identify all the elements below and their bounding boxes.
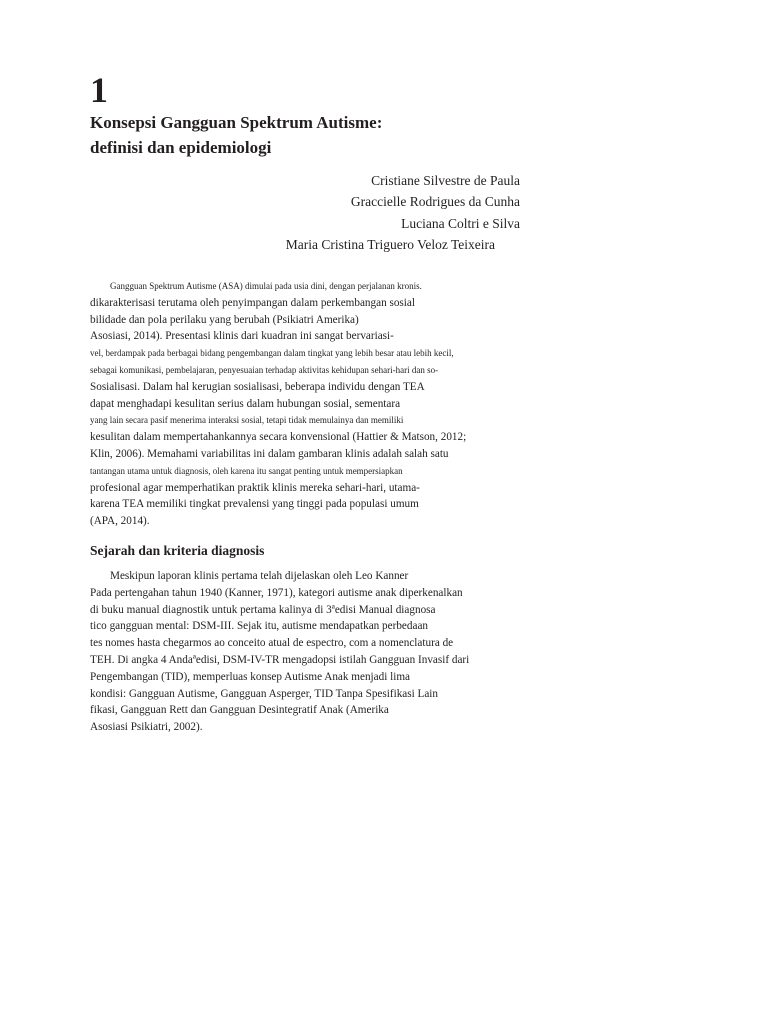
text-line: Asosiasi, 2014). Presentasi klinis dari kuadran ini sangat bervariasi- xyxy=(90,330,394,343)
text-line: vel, berdampak pada berbagai bidang pengembangan dalam tingkat yang lebih besar atau lebih kecil, xyxy=(90,348,454,359)
author-name: Maria Cristina Triguero Veloz Teixeira xyxy=(285,236,495,252)
text-line: Klin, 2006). Memahami variabilitas ini dalam gambaran klinis adalah salah satu xyxy=(90,447,449,460)
chapter-number: 1 xyxy=(90,70,108,110)
text-line: kesulitan dalam mempertahankannya secara konvensional (Hattier & Matson, 2012; xyxy=(90,431,467,444)
text-line: TEH. Di angka 4 Andaªedisi, DSM-IV-TR mengadopsi istilah Gangguan Invasif dari xyxy=(90,653,470,666)
text-line: tes nomes hasta chegarmos ao conceito atual de espectro, com a nomenclatura de xyxy=(90,637,454,650)
text-line: Pengembangan (TID), memperluas konsep Autisme Anak menjadi lima xyxy=(90,670,411,683)
text-line: Pada pertengahan tahun 1940 (Kanner, 1971), kategori autisme anak diperkenalkan xyxy=(90,586,463,599)
text-line: yang lain secara pasif menerima interaksi sosial, tetapi tidak memulainya dan memiliki xyxy=(90,415,404,426)
text-line: tico gangguan mental: DSM-III. Sejak itu, autisme mendapatkan perbedaan xyxy=(90,620,429,633)
text-line: tantangan utama untuk diagnosis, oleh karena itu sangat penting untuk mempersiapkan xyxy=(90,465,403,476)
text-line: profesional agar memperhatikan praktik klinis mereka sehari-hari, utama- xyxy=(90,481,420,494)
text-line: kondisi: Gangguan Autisme, Gangguan Asperger, TID Tanpa Spesifikasi Lain xyxy=(90,687,439,700)
chapter-title-line: Konsepsi Gangguan Spektrum Autisme: xyxy=(90,113,383,132)
author-name: Cristiane Silvestre de Paula xyxy=(371,173,520,188)
text-line: bilidade dan pola perilaku yang berubah (Psikiatri Amerika) xyxy=(90,313,359,326)
author-list xyxy=(200,170,520,255)
chapter-title xyxy=(90,110,382,160)
text-line: karena TEA memiliki tingkat prevalensi yang tinggi pada populasi umum xyxy=(90,498,419,511)
author-name: Graccielle Rodrigues da Cunha xyxy=(350,194,520,210)
text-line: Gangguan Spektrum Autisme (ASA) dimulai pada usia dini, dengan perjalanan kronis. xyxy=(110,281,422,291)
history-paragraph xyxy=(90,568,530,736)
text-line: dikarakterisasi terutama oleh penyimpangan dalam perkembangan sosial xyxy=(90,296,415,309)
section-heading: Sejarah dan kriteria diagnosis xyxy=(90,543,265,558)
text-line: Sosialisasi. Dalam hal kerugian sosialisasi, beberapa individu dengan TEA xyxy=(90,380,425,393)
text-line: dapat menghadapi kesulitan serius dalam hubungan sosial, sementara xyxy=(90,397,401,410)
text-line: di buku manual diagnostik untuk pertama kalinya di 3ªedisi Manual diagnosa xyxy=(90,603,436,616)
author-name: Luciana Coltri e Silva xyxy=(401,215,520,231)
text-line: Asosiasi Psikiatri, 2002). xyxy=(90,721,203,734)
chapter-title-line: definisi dan epidemiologi xyxy=(90,138,272,157)
text-line: sebagai komunikasi, pembelajaran, penyesuaian terhadap aktivitas kehidupan sehari-hari dan so- xyxy=(90,364,439,375)
text-line: Meskipun laporan klinis pertama telah dijelaskan oleh Leo Kanner xyxy=(110,570,409,582)
text-line: fikasi, Gangguan Rett dan Gangguan Desintegratif Anak (Amerika xyxy=(90,704,389,717)
intro-paragraph xyxy=(90,278,480,530)
text-line: (APA, 2014). xyxy=(90,515,150,528)
